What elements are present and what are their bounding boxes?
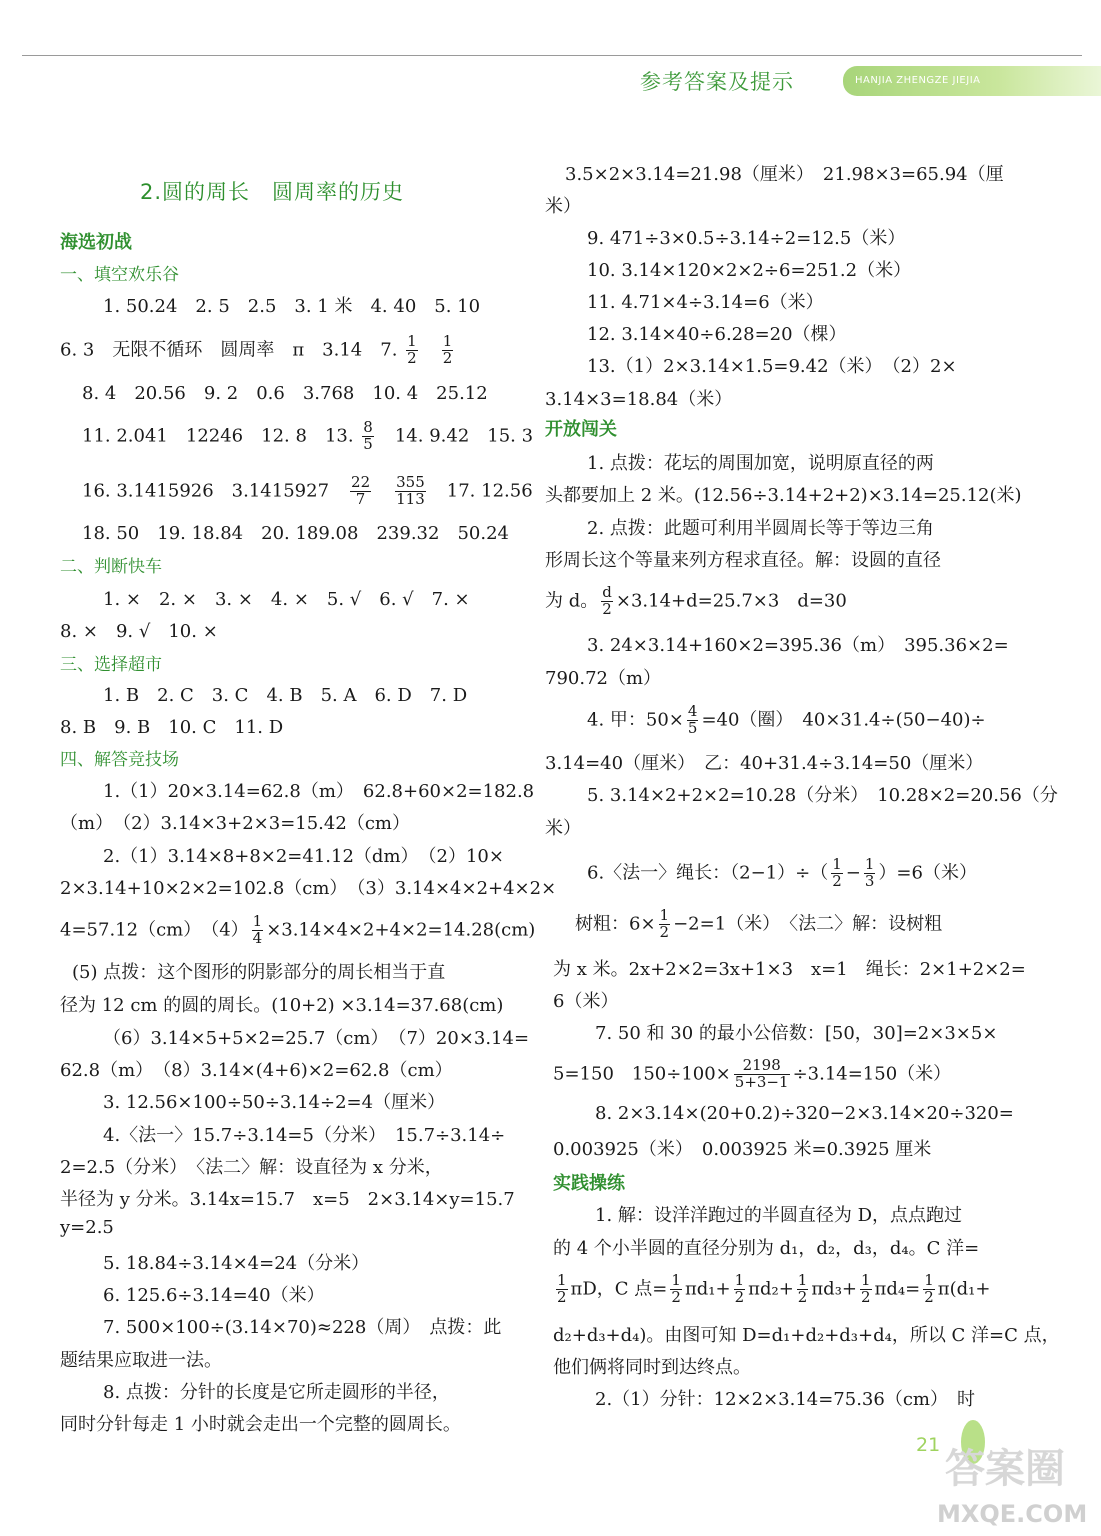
answer-line: 18. 50 19. 18.84 20. 189.08 239.32 50.24 <box>82 523 509 544</box>
fraction-numerator: 1 <box>734 1271 745 1289</box>
answer-line: 1. 50.24 2. 5 2.5 3. 1 米 4. 40 5. 10 <box>103 296 481 317</box>
watermark-url: MXQE.COM <box>937 1500 1088 1528</box>
text-run: ÷3.14=150（米） <box>792 1063 952 1085</box>
text-run: πD，C 点= <box>570 1278 668 1300</box>
answer-line: 8. × 9. √ 10. × <box>60 621 218 642</box>
text-run: ）=6（米） <box>878 862 977 884</box>
fraction-denominator: 2 <box>924 1287 934 1306</box>
text-run: 4. 甲：50× <box>587 709 684 731</box>
answer-line: 3. 12.56×100÷50÷3.14÷2=4（厘米） <box>103 1092 446 1113</box>
fraction <box>923 1273 935 1306</box>
fraction-denominator: 2 <box>734 1287 745 1306</box>
answer-line: d₂+d₃+d₄)。由图可知 D=d₁+d₂+d₃+d₄，所以 C 洋=C 点， <box>553 1325 1060 1346</box>
text-run: πd₁+ <box>684 1278 731 1300</box>
answer-line: 8. 2×3.14×(20+0.2)÷320−2×3.14×20÷320= <box>595 1103 1014 1124</box>
text-run: 6.〈法一〉绳长：（2−1）÷（ <box>587 862 829 884</box>
answer-line: 形周长这个等量来列方程求直径。解：设圆的直径 <box>545 550 941 571</box>
text-run: 17. 12.56 <box>428 480 533 502</box>
answer-line: 790.72（m） <box>545 668 662 689</box>
fraction-denominator: 5+3−1 <box>734 1072 789 1091</box>
fraction <box>395 475 426 508</box>
answer-line: （6）3.14×5+5×2=25.7（cm） （7）20×3.14= <box>103 1028 530 1049</box>
fraction <box>659 908 671 941</box>
fraction-numerator: 1 <box>671 1271 681 1289</box>
answer-line: 2.（1）3.14×8+8×2=41.12（dm） （2）10× <box>103 846 504 867</box>
answer-line: 2=2.5（分米） 〈法二〉解：设直径为 x 分米， <box>60 1157 443 1178</box>
answer-line: (5) 点拨：这个图形的阴影部分的周长相当于直 <box>72 962 446 983</box>
fraction-denominator: 2 <box>832 871 842 890</box>
answer-line: 2. 点拨：此题可利用半圆周长等于等边三角 <box>587 518 934 539</box>
answer-line: 米） <box>545 818 581 839</box>
text-run: πd₃+ <box>811 1278 857 1300</box>
text-run: 11. 2.041 12246 12. 8 13. <box>82 425 360 447</box>
fraction <box>687 704 699 737</box>
text-run <box>421 339 439 360</box>
answer-line: 11. 4.71×4÷3.14=6（米） <box>587 292 824 313</box>
answer-line: （m） （2）3.14×3+2×3=15.42（cm） <box>60 813 410 834</box>
fraction-numerator: 1 <box>407 332 417 350</box>
fraction <box>734 1273 746 1306</box>
answer-line: 1. × 2. × 3. × 4. × 5. √ 6. √ 7. × <box>103 589 470 610</box>
section-heading: 海选初战 <box>60 232 132 253</box>
fraction-denominator: 2 <box>407 348 417 367</box>
fraction-denominator: 2 <box>797 1287 808 1306</box>
fraction-denominator: 4 <box>252 928 263 947</box>
fraction-denominator: 2 <box>671 1287 681 1306</box>
text-run: −2=1（米） 〈法二〉解：设树粗 <box>673 913 943 935</box>
fraction-denominator: 2 <box>861 1287 871 1306</box>
fraction-numerator: 1 <box>252 912 263 930</box>
fraction-numerator: 1 <box>924 1271 934 1289</box>
fraction-numerator: 4 <box>687 702 698 720</box>
fraction <box>252 914 264 947</box>
text-run: 14. 9.42 15. 3 <box>376 425 534 447</box>
answer-line <box>553 1058 951 1091</box>
section-title: 2.圆的周长 圆周率的历史 <box>140 180 405 204</box>
section-heading: 一、填空欢乐谷 <box>60 265 179 285</box>
text-run: 树粗：6× <box>575 913 656 935</box>
section-heading: 四、解答竞技场 <box>60 750 179 770</box>
fraction-numerator: 1 <box>557 1271 567 1289</box>
answer-line: 头都要加上 2 米。(12.56÷3.14+2+2)×3.14=25.12(米) <box>545 485 1022 506</box>
answer-line: 题结果应取进一法。 <box>60 1350 222 1371</box>
fraction-denominator: 2 <box>602 599 612 618</box>
text-run: =40（圈） 40×31.4÷(50−40)÷ <box>701 709 986 731</box>
answer-line: 0.003925（米） 0.003925 米=0.3925 厘米 <box>553 1139 932 1160</box>
fraction-denominator: 2 <box>557 1287 567 1306</box>
text-run: 为 d。 <box>545 590 599 612</box>
text-run: πd₂+ <box>748 1278 794 1300</box>
section-heading: 开放闯关 <box>545 419 617 440</box>
answer-line: 5. 18.84÷3.14×4=24（分米） <box>103 1253 370 1274</box>
answer-line: 径为 12 cm 的圆的周长。(10+2) ×3.14=37.68(cm) <box>60 995 504 1016</box>
watermark-cn: 答案圈 <box>945 1446 1065 1492</box>
answer-line <box>60 914 535 947</box>
answer-line: 1. 点拨：花坛的周围加宽，说明原直径的两 <box>587 453 934 474</box>
answer-line: 5. 3.14×2+2×2=10.28（分米） 10.28×2=20.56（分 <box>587 785 1058 806</box>
section-heading: 三、选择超市 <box>60 655 162 675</box>
answer-line: 62.8（m） （8）3.14×(4+6)×2=62.8（cm） <box>60 1060 453 1081</box>
fraction-denominator: 2 <box>442 348 453 367</box>
section-heading: 二、判断快车 <box>60 557 162 577</box>
fraction-numerator: d <box>602 583 612 601</box>
text-run: 5=150 150÷100× <box>553 1063 731 1085</box>
header-title: 参考答案及提示 <box>640 70 794 94</box>
fraction <box>406 334 418 367</box>
fraction-numerator: 1 <box>797 1271 808 1289</box>
answer-line <box>82 475 533 508</box>
header-band: HANJIA ZHENGZE JIEJIA <box>843 66 1101 96</box>
answer-line <box>575 908 942 941</box>
answer-line: 3.14=40（厘米） 乙：40+31.4÷3.14=50（厘米） <box>545 753 984 774</box>
answer-line: 2×3.14+10×2×2=102.8（cm） （3）3.14×4×2+4×2× <box>60 878 557 899</box>
fraction-denominator: 5 <box>363 434 373 453</box>
answer-line: y=2.5 <box>60 1217 114 1238</box>
answer-line: 7. 50 和 30 的最小公倍数：[50，30]=2×3×5× <box>595 1023 998 1044</box>
fraction-numerator: 1 <box>659 906 670 924</box>
answer-line <box>82 420 533 453</box>
answer-line: 4.〈法一〉15.7÷3.14=5（分米） 15.7÷3.14÷ <box>103 1125 506 1146</box>
answer-line <box>587 857 977 890</box>
section-heading: 实践操练 <box>553 1173 625 1194</box>
answer-line: 8. 点拨：分针的长度是它所走圆形的半径， <box>103 1382 450 1403</box>
text-run <box>374 480 392 501</box>
text-run: 6. 3 无限不循环 圆周率 π 3.14 7. <box>60 339 404 361</box>
answer-line: 9. 471÷3×0.5÷3.14÷2=12.5（米） <box>587 228 906 249</box>
fraction-numerator: 2198 <box>734 1058 790 1075</box>
fraction <box>797 1273 809 1306</box>
answer-line: 6. 125.6÷3.14=40（米） <box>103 1285 325 1306</box>
answer-line <box>60 334 456 367</box>
fraction <box>350 475 371 508</box>
answer-line: 1. B 2. C 3. C 4. B 5. A 6. D 7. D <box>103 685 468 706</box>
answer-line: 米） <box>545 196 581 217</box>
answer-line: 7. 500×100÷(3.14×70)≈228（周） 点拨：此 <box>103 1317 502 1338</box>
text-run: − <box>845 862 861 884</box>
text-run: ×3.14+d=25.7×3 d=30 <box>615 590 847 612</box>
fraction-numerator: 1 <box>864 855 875 873</box>
answer-line: 3.5×2×3.14=21.98（厘米） 21.98×3=65.94（厘 <box>565 164 1004 185</box>
fraction-denominator: 113 <box>396 489 425 508</box>
answer-line: 他们俩将同时到达终点。 <box>553 1357 751 1378</box>
fraction <box>831 857 843 890</box>
answer-line: 10. 3.14×120×2×2÷6=251.2（米） <box>587 260 912 281</box>
answer-line: 2.（1）分针：12×2×3.14=75.36（cm） 时 <box>595 1389 975 1410</box>
fraction <box>734 1058 790 1091</box>
fraction <box>864 857 876 890</box>
answer-line: 13.（1）2×3.14×1.5=9.42（米） （2）2× <box>587 356 957 377</box>
fraction-denominator: 2 <box>659 922 670 941</box>
answer-line: 1. 解：设洋洋跑过的半圆直径为 D，点点跑过 <box>595 1205 963 1226</box>
answer-line <box>587 704 986 737</box>
answer-line <box>545 585 847 618</box>
answer-line: 为 x 米。2x+2×2=3x+1×3 x=1 绳长：2×1+2×2= <box>553 959 1026 980</box>
fraction-numerator: 1 <box>832 855 842 873</box>
text-run: π(d₁+ <box>937 1278 991 1300</box>
header-rule <box>22 55 1082 56</box>
watermark-logo <box>915 1410 1101 1536</box>
fraction-numerator: 1 <box>442 332 453 350</box>
answer-line: 的 4 个小半圆的直径分别为 d₁，d₂，d₃，d₄。C 洋= <box>553 1238 980 1259</box>
answer-line: 3.14×3=18.84（米） <box>545 389 733 410</box>
page-number: 21 <box>916 1434 941 1456</box>
fraction-denominator: 3 <box>864 871 875 890</box>
answer-line: 6（米） <box>553 991 619 1012</box>
fraction-numerator: 22 <box>351 473 371 491</box>
text-run: ×3.14×4×2+4×2=14.28(cm) <box>266 919 536 941</box>
answer-line: 8. B 9. B 10. C 11. D <box>60 717 284 738</box>
answer-line: 12. 3.14×40÷6.28=20（棵） <box>587 324 847 345</box>
fraction-numerator: 355 <box>396 473 425 491</box>
fraction <box>860 1273 872 1306</box>
fraction-numerator: 1 <box>861 1271 871 1289</box>
text-run: πd₄= <box>874 1278 921 1300</box>
answer-line: 半径为 y 分米。3.14x=15.7 x=5 2×3.14×y=15.7 <box>60 1189 515 1210</box>
fraction <box>601 585 613 618</box>
fraction-numerator: 8 <box>363 418 373 436</box>
text-run: 4=57.12（cm） （4） <box>60 919 249 941</box>
answer-line: 同时分针每走 1 小时就会走出一个完整的圆周长。 <box>60 1414 461 1435</box>
answer-line: 3. 24×3.14+160×2=395.36（m） 395.36×2= <box>587 635 1009 656</box>
answer-line: 8. 4 20.56 9. 2 0.6 3.768 10. 4 25.12 <box>82 383 488 404</box>
answer-line: 1.（1）20×3.14=62.8（m） 62.8+60×2=182.8 <box>103 781 535 802</box>
fraction <box>556 1273 568 1306</box>
fraction-denominator: 7 <box>355 489 366 508</box>
text-run: 16. 3.1415926 3.1415927 <box>82 480 348 502</box>
answer-line <box>553 1273 990 1306</box>
fraction <box>442 334 454 367</box>
fraction <box>670 1273 682 1306</box>
fraction <box>362 420 374 453</box>
fraction-denominator: 5 <box>687 718 698 737</box>
